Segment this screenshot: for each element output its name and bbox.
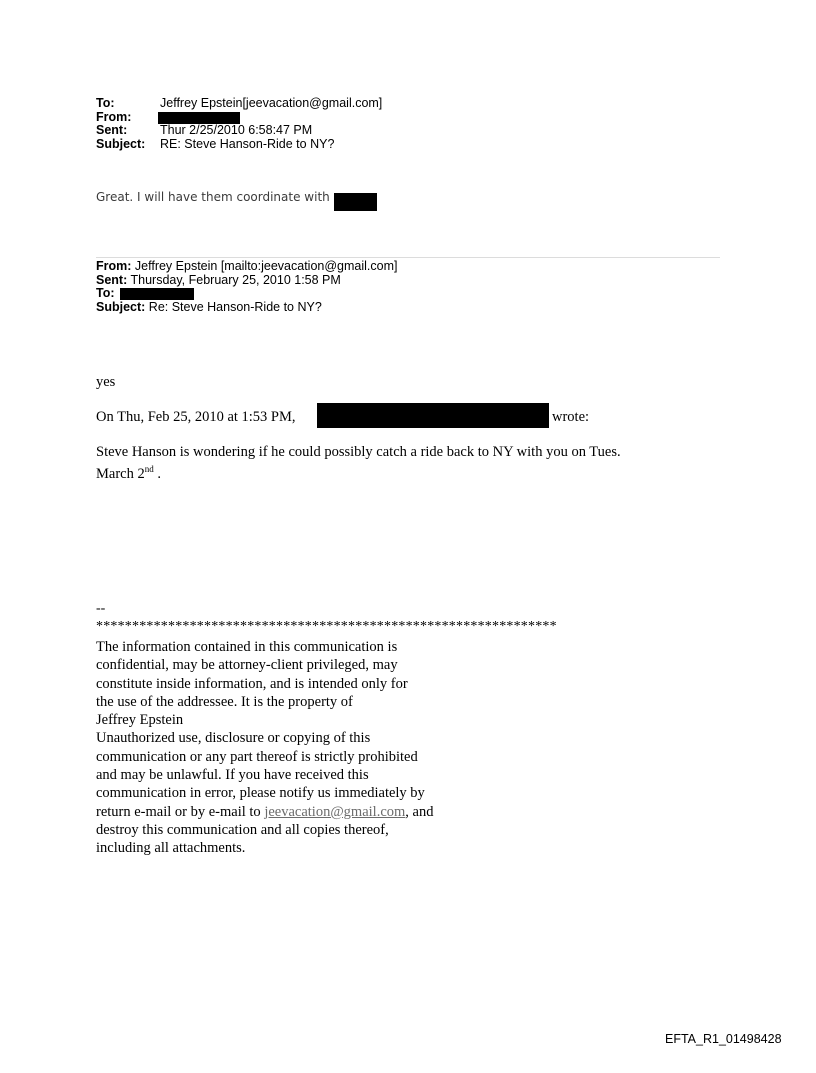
disclaimer-line: constitute inside information, and is intended only for [96,675,408,692]
document-id: EFTA_R1_01498428 [665,1032,782,1046]
sent-value: Thur 2/25/2010 6:58:47 PM [160,123,313,137]
quoted-sent-label: Sent: [96,272,128,287]
quoted-to-row [96,287,397,301]
disclaimer-line: destroy this communication and all copies thereof, [96,821,389,838]
subject-row [96,138,382,152]
disclaimer-line: including all attachments. [96,840,246,857]
disclaimer-line: Jeffrey Epstein [96,712,184,729]
message-line-2-start: March 2 [96,465,145,482]
sent-label: Sent: [96,123,128,137]
message-line-2-end: . [153,465,161,482]
sent-row [96,124,382,138]
reply-text: Great. I will have them coordinate with [96,190,330,204]
redaction-box [158,112,240,124]
quoted-subject-label: Subject: [96,299,146,314]
quoted-from-label: From: [96,259,132,273]
quoted-from-row [96,260,397,274]
to-value: Jeffrey Epstein[jeevacation@gmail.com] [160,96,383,110]
redaction-box [334,193,377,211]
from-label: From: [96,109,132,124]
wrote-text: wrote: [552,409,590,425]
separator-rule [96,257,720,258]
on-thu-text: On Thu, Feb 25, 2010 at 1:53 PM, [96,409,296,425]
email-header [96,97,382,151]
disclaimer-line: Unauthorized use, disclosure or copying of this [96,730,371,747]
redaction-box [120,288,194,300]
quoted-subject-value: Re: Steve Hanson-Ride to NY? [145,299,322,314]
subject-value: RE: Steve Hanson-Ride to NY? [160,136,335,151]
signature-dashes: -- [96,601,106,616]
disclaimer-line-start: return e-mail or by e-mail to [96,803,265,820]
quoted-subject-row [96,301,397,315]
quoted-from-value: Jeffrey Epstein [mailto:jeevacation@gmail.com] [131,259,398,273]
disclaimer-line: and may be unlawful. If you have received this [96,767,369,784]
disclaimer-line-end: , and [405,803,434,820]
ordinal-superscript: nd [144,464,154,474]
disclaimer-line: the use of the addressee. It is the property of [96,693,353,710]
disclaimer-line [96,803,496,821]
quoted-header [96,260,397,314]
subject-label: Subject: [96,136,146,151]
quoted-to-label: To: [96,286,115,300]
disclaimer-line: communication in error, please notify us immediately by [96,785,425,802]
signature-stars: **************************************************************** [96,619,557,634]
from-row [96,111,382,125]
quoted-sent-row [96,274,397,288]
disclaimer-line: communication or any part thereof is strictly prohibited [96,748,418,765]
quoted-sent-value: Thursday, February 25, 2010 1:58 PM [127,272,341,287]
disclaimer-line: The information contained in this communication is [96,639,398,655]
email-link[interactable]: jeevacation@gmail.com [264,803,406,820]
message-body [96,444,736,483]
message-line-1: Steve Hanson is wondering if he could possibly catch a ride back to NY with you on Tues. [96,444,621,460]
to-row [96,97,382,111]
disclaimer-line: confidential, may be attorney-client privileged, may [96,657,398,674]
yes-text: yes [96,374,116,390]
to-label: To: [96,96,115,110]
redaction-box [317,403,549,428]
disclaimer [96,638,496,858]
message-line-2 [96,461,736,483]
